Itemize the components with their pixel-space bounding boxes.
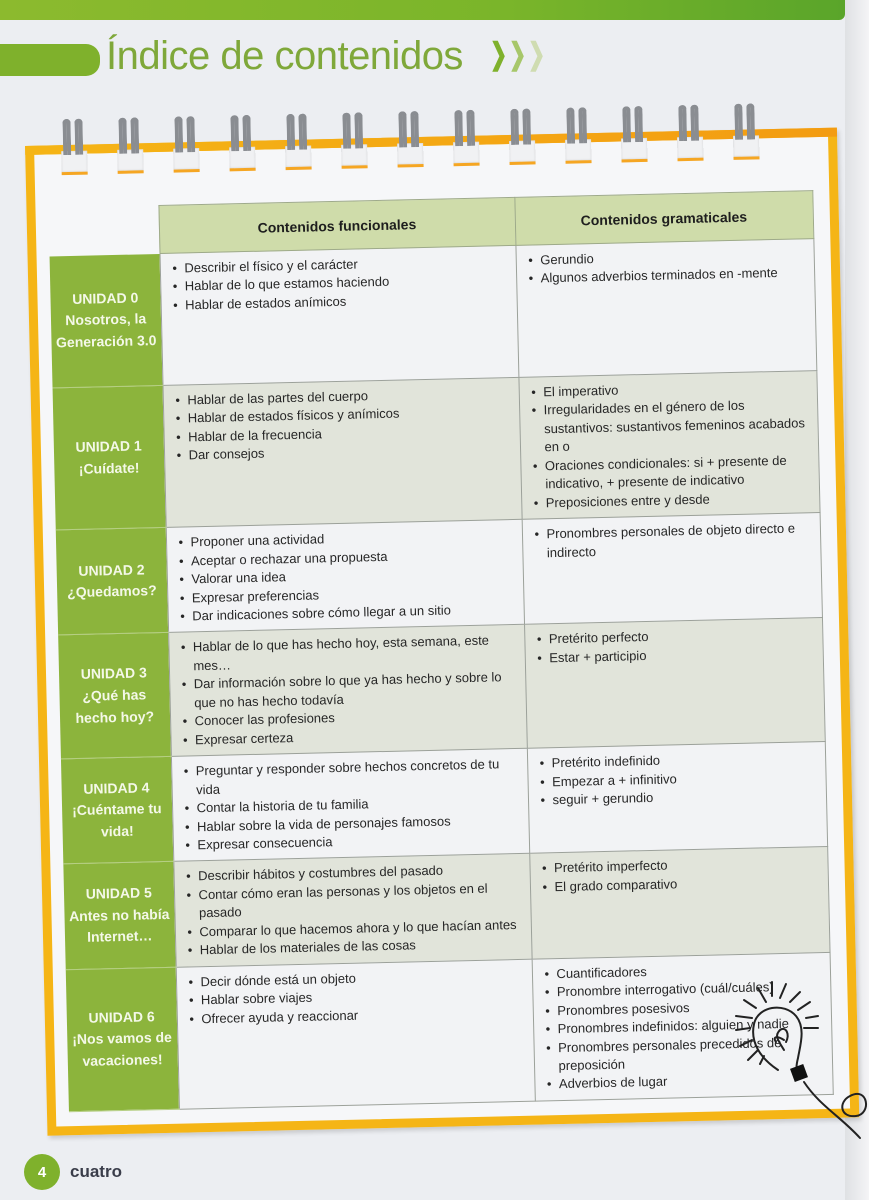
page-number-badge: 4 bbox=[24, 1154, 60, 1190]
list-item: • Hablar sobre la vida de personajes famosos bbox=[183, 810, 518, 836]
cell-funcionales bbox=[173, 854, 531, 967]
spiral-ring bbox=[116, 117, 143, 176]
unit-label-cell bbox=[50, 253, 163, 387]
cell-gramaticales bbox=[522, 513, 822, 625]
list-item: • Pronombres posesivos bbox=[543, 996, 820, 1021]
table-row bbox=[56, 513, 822, 636]
unit-title: ¡Nos vamos de vacaciones! bbox=[72, 1029, 173, 1070]
table-row bbox=[63, 847, 829, 970]
funcionales-list bbox=[184, 860, 521, 960]
list-item: • Hablar de lo que estamos haciendo bbox=[171, 271, 506, 297]
cell-funcionales bbox=[171, 748, 529, 861]
list-item: • Hablar de estados físicos y anímicos bbox=[174, 403, 509, 429]
spiral-ring bbox=[620, 106, 647, 165]
list-item: • Hablar de los materiales de las cosas bbox=[186, 934, 521, 960]
table-corner bbox=[48, 205, 159, 255]
gramaticales-list bbox=[535, 625, 813, 668]
cell-funcionales bbox=[166, 519, 524, 632]
cell-funcionales bbox=[163, 377, 522, 527]
page-title: Índice de contenidos bbox=[106, 34, 463, 78]
gramaticales-list bbox=[529, 377, 809, 512]
list-item: • Hablar sobre viajes bbox=[187, 984, 522, 1010]
unit-title: Antes no había Internet… bbox=[68, 905, 170, 946]
list-item: • Pretérito perfecto bbox=[535, 625, 812, 650]
gramaticales-list bbox=[526, 245, 804, 288]
list-item: • Preposiciones entre y desde bbox=[532, 488, 809, 513]
funcionales-list bbox=[173, 384, 510, 465]
spiral-ring bbox=[172, 116, 199, 175]
list-item: • Proponer una actividad bbox=[176, 526, 511, 552]
spiral-ring bbox=[228, 115, 255, 174]
list-item: • Aceptar o rechazar una propuesta bbox=[177, 545, 512, 571]
cell-funcionales bbox=[168, 625, 527, 757]
unit-number: UNIDAD 5 bbox=[85, 884, 153, 902]
table-row bbox=[61, 742, 827, 865]
table-row bbox=[58, 618, 825, 759]
unit-number: UNIDAD 4 bbox=[83, 779, 150, 797]
spiral-ring bbox=[60, 119, 87, 178]
list-item: • Gerundio bbox=[526, 245, 803, 270]
list-item: • Oraciones condicionales: si + presente de indicativo, + presente de indicativo bbox=[531, 451, 809, 494]
list-item: • Valorar una idea bbox=[177, 563, 512, 589]
spiral-ring bbox=[396, 111, 423, 170]
header-funcionales: Contenidos funcionales bbox=[158, 197, 515, 253]
lightbulb-icon bbox=[700, 966, 869, 1146]
cell-gramaticales bbox=[527, 742, 827, 854]
unit-title: ¡Cuéntame tu vida! bbox=[71, 800, 162, 840]
list-item: • Estar + participio bbox=[535, 643, 812, 668]
title-accent-bar bbox=[0, 44, 100, 76]
spiral-ring bbox=[340, 112, 367, 171]
list-item: • Pretérito imperfecto bbox=[540, 854, 817, 879]
list-item: • Describir hábitos y costumbres del pasado bbox=[184, 860, 519, 886]
list-item: • Cuantificadores bbox=[542, 959, 819, 984]
list-item: • Pretérito indefinido bbox=[537, 748, 814, 773]
list-item: • Ofrecer ayuda y reaccionar bbox=[187, 1003, 522, 1029]
funcionales-list bbox=[170, 252, 506, 315]
spiral-ring bbox=[676, 105, 703, 164]
unit-title: ¿Qué has hecho hoy? bbox=[75, 686, 155, 726]
unit-number: UNIDAD 3 bbox=[80, 664, 148, 683]
list-item: • Conocer las profesiones bbox=[180, 705, 515, 731]
list-item: • Comparar lo que hacemos ahora y lo que hacían antes bbox=[185, 916, 520, 942]
funcionales-list bbox=[182, 755, 519, 855]
list-item: • Decir dónde está un objeto bbox=[186, 966, 521, 992]
spiral-ring bbox=[564, 107, 591, 166]
cell-gramaticales bbox=[518, 371, 819, 520]
spiral-ring bbox=[508, 108, 535, 167]
list-item: • Describir el físico y el carácter bbox=[170, 252, 505, 278]
list-item: • seguir + gerundio bbox=[538, 785, 815, 810]
spiral-ring bbox=[284, 114, 311, 173]
table-row bbox=[50, 239, 817, 388]
unit-title: ¡Cuídate! bbox=[78, 459, 140, 477]
list-item: • Pronombres personales precedidos de preposición bbox=[544, 1033, 822, 1076]
funcionales-list bbox=[186, 966, 522, 1029]
list-item: • Pronombre interrogativo (cuál/cuáles) bbox=[543, 977, 820, 1002]
gramaticales-list bbox=[537, 748, 815, 810]
list-item: • Hablar de lo que has hecho hoy, esta semana, este mes… bbox=[179, 631, 515, 675]
header-gramaticales: Contenidos gramaticales bbox=[514, 191, 813, 246]
list-item: • Dar información sobre lo que ya has hecho y sobre lo que no has hecho todavía bbox=[180, 668, 516, 712]
unit-title: ¿Quedamos? bbox=[67, 582, 157, 601]
list-item: • El imperativo bbox=[529, 377, 806, 402]
list-item: • Algunos adverbios terminados en -mente bbox=[526, 264, 803, 289]
page-number-word: cuatro bbox=[70, 1162, 122, 1181]
spiral-ring bbox=[732, 103, 759, 162]
list-item: • Hablar de estados anímicos bbox=[171, 289, 506, 315]
list-item: • Pronombres indefinidos: alguien y nadie bbox=[544, 1014, 821, 1039]
list-item: • Contar cómo eran las personas y los objetos en el pasado bbox=[184, 879, 520, 923]
list-item: • Expresar preferencias bbox=[178, 582, 513, 608]
funcionales-list bbox=[176, 526, 513, 626]
table-row bbox=[53, 371, 820, 530]
top-color-band bbox=[0, 0, 845, 20]
list-item: • Hablar de las partes del cuerpo bbox=[173, 384, 508, 410]
unit-number: UNIDAD 0 bbox=[72, 289, 139, 307]
list-item: • Contar la historia de tu familia bbox=[182, 792, 517, 818]
cell-funcionales bbox=[176, 959, 535, 1109]
list-item: • Irregularidades en el género de los sustantivos: sustantivos femeninos acabados en o bbox=[529, 396, 807, 458]
unit-label-cell bbox=[63, 862, 175, 970]
cell-gramaticales bbox=[515, 239, 816, 378]
list-item: • Pronombres personales de objeto directo e indirecto bbox=[532, 519, 810, 562]
unit-number: UNIDAD 1 bbox=[75, 437, 142, 455]
unit-title: Nosotros, la Generación 3.0 bbox=[55, 310, 157, 351]
unit-label-cell bbox=[58, 633, 171, 759]
list-item: • Expresar certeza bbox=[181, 724, 516, 750]
list-item: • Dar consejos bbox=[174, 439, 509, 465]
unit-label-cell bbox=[61, 756, 173, 864]
cell-funcionales bbox=[160, 245, 519, 385]
list-item: • Preguntar y responder sobre hechos concretos de tu vida bbox=[182, 755, 518, 799]
cell-gramaticales bbox=[524, 618, 825, 748]
list-item: • Empezar a + infinitivo bbox=[538, 767, 815, 792]
spiral-ring bbox=[452, 110, 479, 169]
list-item: • Hablar de la frecuencia bbox=[174, 421, 509, 447]
unit-number: UNIDAD 2 bbox=[78, 560, 145, 579]
list-item: • El grado comparativo bbox=[540, 872, 817, 897]
list-item: • Dar indicaciones sobre cómo llegar a un sitio bbox=[178, 600, 513, 626]
unit-label-cell bbox=[66, 967, 179, 1112]
cell-gramaticales bbox=[529, 847, 829, 959]
funcionales-list bbox=[179, 631, 516, 749]
gramaticales-list bbox=[532, 519, 810, 562]
unit-number: UNIDAD 6 bbox=[88, 1008, 155, 1026]
list-item: • Expresar consecuencia bbox=[183, 829, 518, 855]
list-item: • Adverbios de lugar bbox=[545, 1070, 822, 1095]
unit-label-cell bbox=[56, 528, 168, 636]
gramaticales-list bbox=[540, 854, 818, 897]
chevron-icon: ❯ ❯ ❯ bbox=[489, 38, 546, 71]
unit-label-cell bbox=[53, 385, 166, 530]
